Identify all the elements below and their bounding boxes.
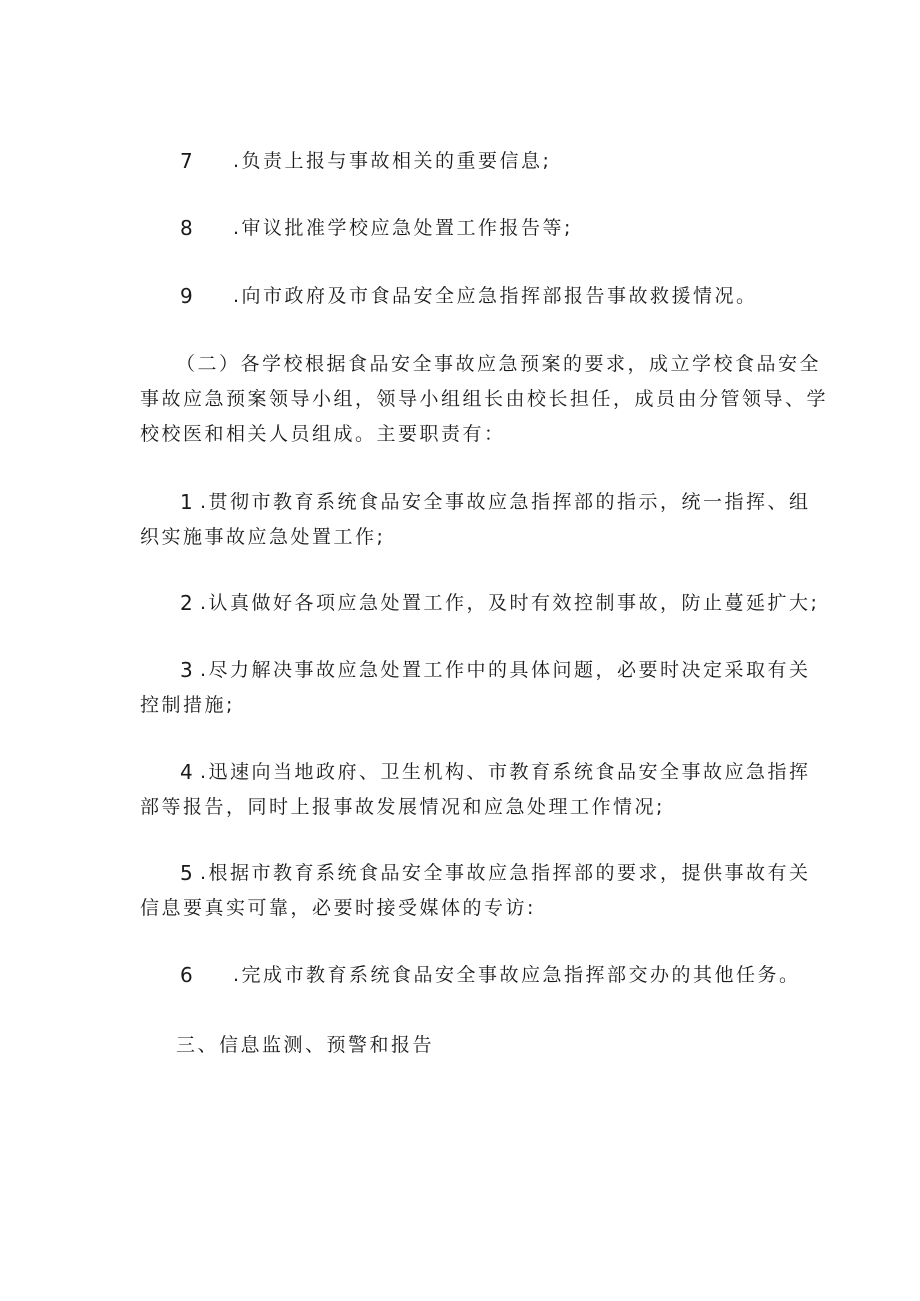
item-number: 8 [180, 216, 193, 240]
section-heading: 三、信息监测、预警和报告 [176, 1034, 435, 1056]
item-number: 7 [180, 149, 193, 173]
item-number: 9 [180, 284, 193, 308]
item-number: 3 [180, 658, 193, 682]
item-text: 织实施事故应急处置工作; [140, 526, 386, 548]
section-paragraph-line: 校校医和相关人员组成。主要职责有： [140, 423, 506, 445]
item-text: .负责上报与事故相关的重要信息; [233, 150, 552, 172]
item-number: 6 [180, 963, 193, 987]
item-text: .根据市教育系统食品安全事故应急指挥部的要求，提供事故有关 [200, 862, 811, 884]
item-number: 4 [180, 760, 193, 784]
item-text: 信息要真实可靠，必要时接受媒体的专访: [140, 897, 536, 919]
section-paragraph-line: （二）各学校根据食品安全事故应急预案的要求，成立学校食品安全 [176, 353, 822, 375]
item-text: .迅速向当地政府、卫生机构、市教育系统食品安全事故应急指挥 [200, 761, 811, 783]
item-number: 5 [180, 861, 193, 885]
item-text: 部等报告，同时上报事故发展情况和应急处理工作情况; [140, 796, 665, 818]
item-number: 2 [180, 591, 193, 615]
item-text: .向市政府及市食品安全应急指挥部报告事故救援情况。 [233, 285, 758, 307]
item-text: 控制措施; [140, 694, 235, 716]
item-number: 1 [180, 490, 193, 514]
item-text: .审议批准学校应急处置工作报告等; [233, 217, 573, 239]
item-text: .认真做好各项应急处置工作，及时有效控制事故，防止蔓延扩大; [200, 592, 820, 614]
item-text: .完成市教育系统食品安全事故应急指挥部交办的其他任务。 [233, 964, 801, 986]
item-text: .贯彻市教育系统食品安全事故应急指挥部的指示，统一指挥、组 [200, 491, 811, 513]
item-text: .尽力解决事故应急处置工作中的具体问题，必要时决定采取有关 [200, 659, 811, 681]
section-paragraph-line: 事故应急预案领导小组，领导小组组长由校长担任，成员由分管领导、学 [140, 388, 829, 410]
